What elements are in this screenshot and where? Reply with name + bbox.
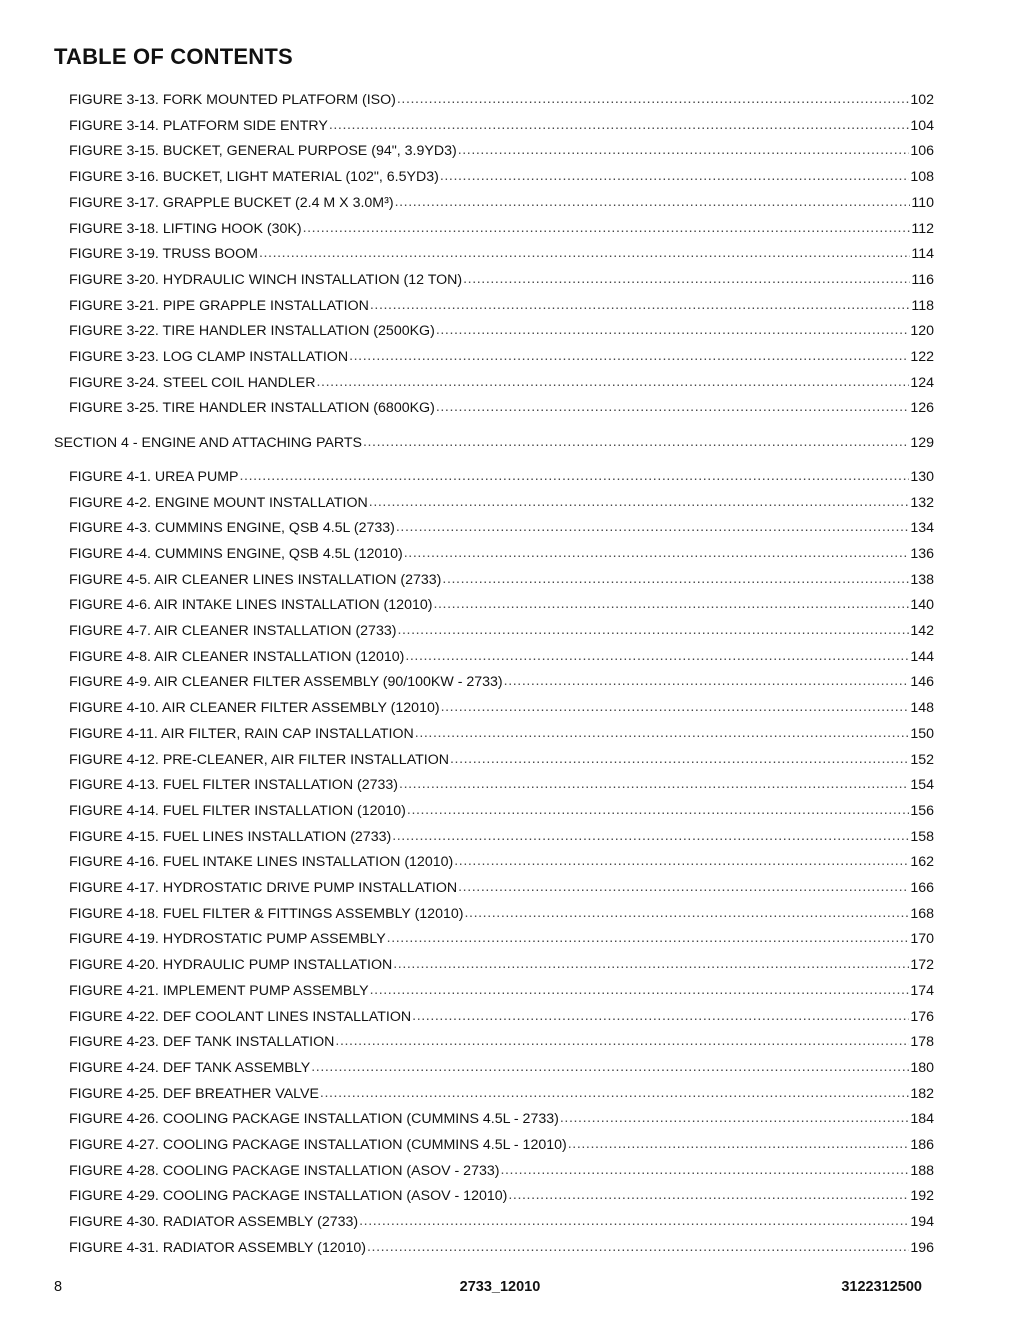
toc-figure-entry[interactable]	[69, 297, 934, 315]
dot-leader	[303, 220, 911, 237]
toc-figure-entry[interactable]	[69, 853, 934, 871]
toc-entry-title: FIGURE 4-5. AIR CLEANER LINES INSTALLATION (2733)	[69, 571, 442, 588]
dot-leader	[320, 1085, 909, 1102]
toc-entry-page: 170	[910, 931, 934, 948]
toc-figure-entry[interactable]	[69, 956, 934, 974]
toc-figure-entry[interactable]	[69, 374, 934, 392]
toc-entry-page: 116	[911, 271, 934, 288]
toc-entry-page: 174	[910, 982, 934, 999]
toc-entry-page: 152	[910, 751, 934, 768]
toc-figure-entry[interactable]	[69, 91, 934, 109]
toc-entry-title: FIGURE 3-15. BUCKET, GENERAL PURPOSE (94", 3.9YD3)	[69, 143, 457, 160]
toc-entry-title: FIGURE 4-16. FUEL INTAKE LINES INSTALLATION (12010)	[69, 854, 454, 871]
toc-entry-page: 106	[910, 143, 934, 160]
dot-leader	[415, 725, 910, 742]
dot-leader	[458, 879, 909, 896]
toc-figure-entry[interactable]	[69, 1213, 934, 1231]
toc-entry-page: 194	[910, 1214, 934, 1231]
dot-leader	[363, 434, 909, 451]
toc-figure-entry[interactable]	[69, 648, 934, 666]
dot-leader	[317, 374, 910, 391]
toc-figure-entry[interactable]	[69, 468, 934, 486]
dot-leader	[311, 1059, 909, 1076]
dot-leader	[407, 802, 909, 819]
toc-entry-title: FIGURE 4-8. AIR CLEANER INSTALLATION (12010)	[69, 648, 405, 665]
toc-entry-title: FIGURE 3-16. BUCKET, LIGHT MATERIAL (102", 6.5YD3)	[69, 169, 439, 186]
dot-leader	[412, 1008, 909, 1025]
toc-entry-title: FIGURE 4-2. ENGINE MOUNT INSTALLATION	[69, 494, 368, 511]
toc-figure-entry[interactable]	[69, 1110, 934, 1128]
toc-figure-entry[interactable]	[69, 596, 934, 614]
toc-entry-page: 144	[910, 648, 934, 665]
toc-figure-entry[interactable]	[69, 348, 934, 366]
dot-leader	[367, 1239, 909, 1256]
dot-leader	[560, 1110, 909, 1127]
dot-leader	[436, 399, 910, 416]
toc-figure-entry[interactable]	[69, 982, 934, 1000]
dot-leader	[240, 468, 910, 485]
toc-entry-title: FIGURE 4-29. COOLING PACKAGE INSTALLATION (ASOV - 12010)	[69, 1188, 508, 1205]
dot-leader	[396, 519, 909, 536]
dot-leader	[392, 828, 909, 845]
toc-entry-title: FIGURE 4-20. HYDRAULIC PUMP INSTALLATION	[69, 957, 393, 974]
toc-figure-entry[interactable]	[69, 930, 934, 948]
toc-entry-title: FIGURE 4-30. RADIATOR ASSEMBLY (2733)	[69, 1214, 359, 1231]
toc-entry-page: 150	[910, 725, 934, 742]
page-title: TABLE OF CONTENTS	[54, 44, 293, 69]
toc-entry-title: FIGURE 4-14. FUEL FILTER INSTALLATION (12010)	[69, 802, 406, 819]
toc-entry-title: SECTION 4 - ENGINE AND ATTACHING PARTS	[54, 434, 362, 451]
dot-leader	[436, 322, 910, 339]
toc-entry-page: 158	[910, 828, 934, 845]
toc-entry-title: FIGURE 3-17. GRAPPLE BUCKET (2.4 M X 3.0M³)	[69, 194, 394, 211]
toc-entry-page: 126	[910, 400, 934, 417]
toc-entry-title: FIGURE 4-7. AIR CLEANER INSTALLATION (2733)	[69, 623, 397, 639]
dot-leader	[433, 596, 909, 613]
toc-entry-page: 148	[910, 700, 934, 717]
toc-section-entry[interactable]	[54, 434, 934, 452]
toc-entry-title: FIGURE 4-31. RADIATOR ASSEMBLY (12010)	[69, 1239, 366, 1256]
toc-entry-title: FIGURE 4-23. DEF TANK INSTALLATION	[69, 1034, 335, 1051]
toc-entry-title: FIGURE 4-12. PRE-CLEANER, AIR FILTER INSTALLATION	[69, 751, 449, 768]
toc-figure-entry[interactable]	[69, 751, 934, 769]
dot-leader	[393, 956, 909, 973]
toc-entry-page: 102	[910, 92, 934, 108]
toc-entry-page: 178	[910, 1034, 934, 1051]
toc-figure-entry[interactable]	[69, 1085, 934, 1103]
toc-figure-entry[interactable]	[69, 519, 934, 537]
toc-entry-title: FIGURE 3-23. LOG CLAMP INSTALLATION	[69, 349, 349, 365]
toc-figure-entry[interactable]	[69, 1033, 934, 1051]
dot-leader	[405, 648, 909, 665]
toc-figure-entry[interactable]	[69, 622, 934, 640]
toc-entry-title: FIGURE 4-26. COOLING PACKAGE INSTALLATION (CUMMINS 4.5L - 2733)	[69, 1111, 559, 1128]
toc-entry-title: FIGURE 4-17. HYDROSTATIC DRIVE PUMP INSTALLATION	[69, 880, 458, 896]
dot-leader	[504, 673, 910, 690]
toc-figure-entry[interactable]	[69, 117, 934, 135]
toc-entry-title: FIGURE 4-10. AIR CLEANER FILTER ASSEMBLY (12010)	[69, 700, 440, 717]
dot-leader	[349, 348, 909, 365]
toc-entry-page: 146	[910, 674, 934, 691]
toc-entry-page: 196	[910, 1239, 934, 1256]
toc-entry-page: 156	[910, 802, 934, 819]
toc-entry-page: 120	[910, 323, 934, 340]
toc-entry-page: 129	[910, 434, 934, 451]
toc-entry-page: 132	[910, 494, 934, 511]
footer-doc-number: 3122312500	[841, 1279, 922, 1295]
toc-figure-entry[interactable]	[69, 776, 934, 794]
toc-entry-page: 162	[910, 854, 934, 871]
dot-leader	[464, 905, 909, 922]
toc-entry-page: 186	[910, 1137, 934, 1153]
dot-leader	[329, 117, 909, 134]
toc-entry-title: FIGURE 4-1. UREA PUMP	[69, 468, 239, 485]
toc-entry-page: 112	[911, 220, 934, 237]
dot-leader	[399, 776, 909, 793]
toc-figure-entry[interactable]	[69, 322, 934, 340]
toc-entry-title: FIGURE 3-25. TIRE HANDLER INSTALLATION (6800KG)	[69, 400, 435, 417]
toc-entry-title: FIGURE 4-24. DEF TANK ASSEMBLY	[69, 1059, 311, 1076]
toc-entry-page: 110	[911, 194, 934, 211]
toc-entry-page: 104	[910, 117, 934, 134]
toc-entry-page: 182	[910, 1085, 934, 1102]
toc-figure-entry[interactable]	[69, 699, 934, 717]
toc-entry-title: FIGURE 3-24. STEEL COIL HANDLER	[69, 374, 316, 391]
toc-entry-title: FIGURE 4-6. AIR INTAKE LINES INSTALLATION (12010)	[69, 597, 433, 614]
toc-entry-title: FIGURE 4-28. COOLING PACKAGE INSTALLATION (ASOV - 2733)	[69, 1162, 500, 1179]
dot-leader	[387, 930, 910, 947]
toc-figure-entry[interactable]	[69, 142, 934, 160]
toc-figure-entry[interactable]	[69, 494, 934, 512]
toc-entry-page: 124	[910, 374, 934, 391]
dot-leader	[359, 1213, 909, 1230]
toc-entry-title: FIGURE 4-4. CUMMINS ENGINE, QSB 4.5L (12010)	[69, 545, 403, 562]
toc-figure-entry[interactable]	[69, 220, 934, 238]
toc-entry-page: 192	[910, 1188, 934, 1205]
toc-entry-title: FIGURE 4-25. DEF BREATHER VALVE	[69, 1085, 319, 1102]
toc-figure-entry[interactable]	[69, 571, 934, 589]
toc-figure-entry[interactable]	[69, 168, 934, 186]
toc-figure-entry[interactable]	[69, 673, 934, 691]
toc-figure-entry[interactable]	[69, 1239, 934, 1257]
toc-entry-page: 118	[911, 297, 934, 314]
toc-entry-title: FIGURE 3-21. PIPE GRAPPLE INSTALLATION	[69, 297, 369, 314]
toc-entry-title: FIGURE 4-18. FUEL FILTER & FITTINGS ASSEMBLY (12010)	[69, 905, 464, 922]
toc-entry-title: FIGURE 4-9. AIR CLEANER FILTER ASSEMBLY (90/100KW - 2733)	[69, 674, 503, 691]
dot-leader	[395, 194, 911, 211]
toc-figure-entry[interactable]	[69, 271, 934, 289]
dot-leader	[259, 245, 910, 262]
dot-leader	[397, 91, 909, 108]
dot-leader	[441, 699, 910, 716]
footer-page-number: 8	[54, 1279, 63, 1295]
toc-entry-page: 172	[910, 957, 934, 974]
dot-leader	[442, 571, 909, 588]
toc-figure-entry[interactable]	[69, 1008, 934, 1026]
dot-leader	[458, 142, 910, 159]
toc-entry-title: FIGURE 3-14. PLATFORM SIDE ENTRY	[69, 117, 328, 134]
toc-figure-entry[interactable]	[69, 1136, 934, 1154]
toc-figure-entry[interactable]	[69, 399, 934, 417]
toc-entry-page: 108	[910, 169, 934, 186]
toc-entry-title: FIGURE 3-22. TIRE HANDLER INSTALLATION (2500KG)	[69, 323, 435, 340]
toc-figure-entry[interactable]	[69, 1162, 934, 1180]
toc-figure-entry[interactable]	[69, 905, 934, 923]
toc-entry-page: 176	[910, 1008, 934, 1025]
toc-figure-entry[interactable]	[69, 828, 934, 846]
toc-entry-page: 130	[910, 468, 934, 485]
dot-leader	[397, 622, 909, 639]
toc-entry-page: 184	[910, 1111, 934, 1128]
dot-leader	[404, 545, 910, 562]
toc-entry-title: FIGURE 4-11. AIR FILTER, RAIN CAP INSTALLATION	[69, 725, 414, 742]
toc-figure-entry[interactable]	[69, 1059, 934, 1077]
toc-entry-title: FIGURE 4-3. CUMMINS ENGINE, QSB 4.5L (2733)	[69, 520, 395, 537]
toc-entry-title: FIGURE 3-18. LIFTING HOOK (30K)	[69, 220, 302, 237]
toc-entry-page: 136	[910, 545, 934, 562]
toc-entry-page: 114	[911, 246, 934, 263]
toc-entry-page: 138	[910, 571, 934, 588]
toc-entry-title: FIGURE 4-22. DEF COOLANT LINES INSTALLATION	[69, 1008, 412, 1025]
toc-entry-page: 168	[910, 905, 934, 922]
footer-model: 2733_12010	[459, 1279, 541, 1295]
toc-entry-page: 188	[910, 1162, 934, 1179]
toc-figure-entry[interactable]	[69, 879, 934, 897]
dot-leader	[450, 751, 909, 768]
toc-figure-entry[interactable]	[69, 802, 934, 820]
toc-entry-title: FIGURE 4-21. IMPLEMENT PUMP ASSEMBLY	[69, 982, 369, 999]
toc-entry-page: 154	[910, 777, 934, 794]
toc-figure-entry[interactable]	[69, 545, 934, 563]
toc-entry-title: FIGURE 4-27. COOLING PACKAGE INSTALLATION (CUMMINS 4.5L - 12010)	[69, 1137, 567, 1153]
toc-entry-title: FIGURE 4-13. FUEL FILTER INSTALLATION (2733)	[69, 777, 399, 794]
toc-entry-title: FIGURE 4-15. FUEL LINES INSTALLATION (2733)	[69, 828, 392, 845]
toc-entry-title: FIGURE 3-13. FORK MOUNTED PLATFORM (ISO)	[69, 92, 396, 108]
toc-entry-page: 140	[910, 597, 934, 614]
toc-entry-title: FIGURE 3-20. HYDRAULIC WINCH INSTALLATION (12 TON)	[69, 271, 463, 288]
toc-entry-page: 134	[910, 520, 934, 537]
toc-entry-page: 142	[910, 623, 934, 639]
dot-leader	[463, 271, 910, 288]
dot-leader	[440, 168, 910, 185]
dot-leader	[370, 297, 911, 314]
dot-leader	[454, 853, 909, 870]
dot-leader	[369, 494, 910, 511]
toc-figure-entry[interactable]	[69, 194, 934, 212]
toc-entry-page: 122	[910, 349, 934, 365]
toc-figure-entry[interactable]	[69, 1187, 934, 1205]
toc-figure-entry[interactable]	[69, 725, 934, 743]
dot-leader	[500, 1162, 909, 1179]
toc-figure-entry[interactable]	[69, 245, 934, 263]
toc-entry-title: FIGURE 3-19. TRUSS BOOM	[69, 246, 258, 263]
dot-leader	[335, 1033, 909, 1050]
dot-leader	[568, 1136, 910, 1153]
dot-leader	[508, 1187, 909, 1204]
toc-entry-page: 166	[910, 880, 934, 896]
toc-entry-page: 180	[910, 1059, 934, 1076]
dot-leader	[370, 982, 910, 999]
toc-entry-title: FIGURE 4-19. HYDROSTATIC PUMP ASSEMBLY	[69, 931, 386, 948]
